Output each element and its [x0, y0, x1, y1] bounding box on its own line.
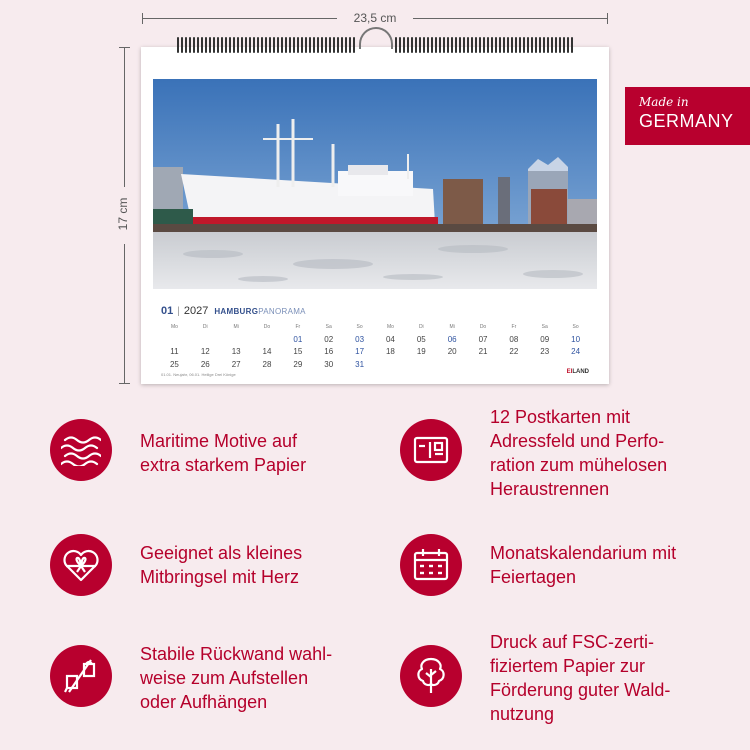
day-cell: 08 — [509, 334, 519, 344]
spiral-loop — [321, 37, 323, 53]
waves-icon — [50, 419, 112, 481]
weekday-label: Mi — [233, 324, 239, 330]
spiral-loop — [293, 37, 295, 53]
spiral-loop — [265, 37, 267, 53]
week-row — [159, 334, 591, 347]
spiral-loop — [443, 37, 445, 53]
spiral-loop — [519, 37, 521, 53]
spiral-loop — [507, 37, 509, 53]
spiral-loop — [559, 37, 561, 53]
spiral-loop — [563, 37, 565, 53]
spiral-loop — [511, 37, 513, 53]
feature-text: Maritime Motive auf extra starkem Papier — [140, 431, 307, 475]
spiral-loop — [407, 37, 409, 53]
day-cell — [159, 334, 190, 347]
heart-gift-icon — [50, 534, 112, 596]
day-cell: 15 — [293, 347, 303, 356]
spiral-loop — [221, 37, 223, 53]
feature-calendarium — [400, 534, 677, 596]
weekday-label: Di — [202, 324, 208, 330]
feature-maritime — [50, 419, 307, 481]
spiral-loop — [201, 37, 203, 53]
spiral-loop — [337, 37, 339, 53]
calendar-brand-light: PANORAMA — [258, 307, 306, 316]
spiral-loop — [245, 37, 247, 53]
spiral-loop — [213, 37, 215, 53]
day-cell: 12 — [200, 347, 210, 356]
day-cell: 10 — [571, 334, 581, 344]
spiral-loop — [479, 37, 481, 53]
badge-big-text: GERMANY — [639, 111, 734, 131]
day-cell: 31 — [355, 359, 365, 369]
spiral-loop — [269, 37, 271, 53]
badge-small-text: Made in — [639, 95, 689, 109]
spiral-loop — [181, 37, 183, 53]
day-cell: 09 — [540, 334, 550, 344]
spiral-loop — [297, 37, 299, 53]
calendar-month: 01 — [161, 305, 174, 317]
spiral-loop — [349, 37, 351, 53]
weekday-label: Do — [263, 324, 271, 330]
spiral-loop — [423, 37, 425, 53]
spiral-loop — [205, 37, 207, 53]
spiral-loop — [197, 37, 199, 53]
width-label: 23,5 cm — [353, 11, 397, 25]
spiral-loop — [341, 37, 343, 53]
day-cell: 18 — [385, 347, 395, 356]
feature-text: Stabile Rückwand wahl- weise zum Aufstellen oder Aufhängen — [140, 644, 333, 712]
feature-backboard — [50, 644, 333, 712]
day-cell: 26 — [200, 359, 210, 369]
spiral-loop — [487, 37, 489, 53]
spiral-loop — [503, 37, 505, 53]
day-cell: 20 — [447, 347, 457, 356]
spiral-loop — [547, 37, 549, 53]
calendar-header — [161, 305, 306, 317]
day-cell: 28 — [262, 359, 272, 369]
spiral-loop — [531, 37, 533, 53]
weekday-label: Mi — [449, 324, 455, 330]
day-cell: 02 — [324, 334, 334, 344]
spiral-loop — [471, 37, 473, 53]
spiral-loop — [277, 37, 279, 53]
spiral-loop — [535, 37, 537, 53]
spiral-loop — [305, 37, 307, 53]
spiral-loop — [431, 37, 433, 53]
day-cell: 17 — [355, 347, 365, 356]
day-cell: 16 — [324, 347, 334, 356]
spiral-loop — [567, 37, 569, 53]
feature-fsc — [400, 632, 671, 724]
day-cell: 21 — [478, 347, 488, 356]
day-cell — [190, 334, 221, 347]
spiral-loop — [435, 37, 437, 53]
spiral-loop — [455, 37, 457, 53]
spiral-loop — [225, 37, 227, 53]
spiral-loop — [193, 37, 195, 53]
logo-part-b: LAND — [572, 369, 589, 375]
spiral-loop — [399, 37, 401, 53]
height-dimension — [112, 47, 132, 384]
spiral-loop — [241, 37, 243, 53]
day-cell — [498, 359, 529, 372]
day-cell: 01 — [293, 334, 303, 344]
weekday-label: Di — [418, 324, 424, 330]
spiral-loop — [217, 37, 219, 53]
spiral-loop — [463, 37, 465, 53]
spiral-loop — [415, 37, 417, 53]
postcard-icon — [400, 419, 462, 481]
spiral-loop — [403, 37, 405, 53]
spiral-loop — [427, 37, 429, 53]
spiral-loop — [523, 37, 525, 53]
spiral-loop — [451, 37, 453, 53]
weekday-label: So — [572, 324, 579, 330]
spiral-loop — [281, 37, 283, 53]
spiral-loop — [515, 37, 517, 53]
spiral-loop — [543, 37, 545, 53]
day-cell: 07 — [478, 334, 488, 344]
stand-hang-icon — [50, 645, 112, 707]
weekday-label: Do — [479, 324, 487, 330]
day-cell: 23 — [540, 347, 550, 356]
calendar-hanger — [359, 27, 393, 49]
hamburg-harbor-photo — [153, 79, 597, 289]
day-cell — [468, 359, 499, 372]
spiral-loop — [419, 37, 421, 53]
day-cell: 13 — [231, 347, 241, 356]
spiral-loop — [483, 37, 485, 53]
spiral-loop — [177, 37, 179, 53]
spiral-loop — [345, 37, 347, 53]
spiral-loop — [325, 37, 327, 53]
weekday-row — [159, 321, 591, 334]
holiday-note: 01.01. Neujahr, 06.01. Heilige Drei Könige — [161, 372, 236, 377]
calendar-grid — [159, 321, 591, 371]
spiral-binding-left — [177, 37, 355, 53]
spiral-loop — [491, 37, 493, 53]
feature-gift — [50, 534, 303, 596]
feature-postcards — [400, 407, 668, 499]
spiral-loop — [313, 37, 315, 53]
weekday-label: Fr — [511, 324, 517, 330]
spiral-loop — [317, 37, 319, 53]
day-cell: 04 — [385, 334, 395, 344]
spiral-loop — [555, 37, 557, 53]
day-cell: 22 — [509, 347, 519, 356]
spiral-loop — [189, 37, 191, 53]
weekday-label: Mo — [170, 324, 178, 330]
spiral-loop — [539, 37, 541, 53]
tree-icon — [400, 645, 462, 707]
spiral-loop — [499, 37, 501, 53]
spiral-loop — [233, 37, 235, 53]
feature-text: 12 Postkarten mit Adressfeld und Perfo- ration zum mühelosen Heraustrennen — [490, 407, 668, 499]
weekday-label: Sa — [541, 324, 548, 330]
spiral-loop — [289, 37, 291, 53]
spiral-loop — [185, 37, 187, 53]
height-label: 17 cm — [116, 197, 130, 231]
calendar-brand-bold: HAMBURG — [214, 307, 259, 316]
spiral-loop — [459, 37, 461, 53]
spiral-loop — [301, 37, 303, 53]
day-cell: 05 — [416, 334, 426, 344]
feature-text: Monatskalendarium mit Feiertagen — [490, 543, 677, 587]
spiral-loop — [253, 37, 255, 53]
publisher-logo — [567, 369, 589, 375]
spiral-loop — [209, 37, 211, 53]
spiral-loop — [467, 37, 469, 53]
day-cell: 11 — [170, 347, 179, 356]
calendar-icon — [400, 534, 462, 596]
spiral-loop — [571, 37, 573, 53]
spiral-loop — [285, 37, 287, 53]
spiral-loop — [495, 37, 497, 53]
week-row — [159, 359, 591, 372]
day-cell: 25 — [169, 359, 179, 369]
spiral-loop — [395, 37, 397, 53]
spiral-loop — [229, 37, 231, 53]
spiral-loop — [447, 37, 449, 53]
day-cell: 14 — [262, 347, 272, 356]
made-in-germany-badge — [625, 87, 750, 145]
day-cell — [221, 334, 252, 347]
weekday-label: So — [356, 324, 363, 330]
spiral-loop — [475, 37, 477, 53]
day-cell — [437, 359, 468, 372]
logo-part-a: EI — [566, 369, 573, 375]
spiral-loop — [551, 37, 553, 53]
feature-text: Geeignet als kleines Mitbringsel mit Herz — [140, 543, 303, 587]
calendar-product — [141, 47, 609, 384]
day-cell: 24 — [571, 347, 581, 356]
weekday-label: Mo — [386, 324, 394, 330]
calendar-separator: | — [177, 306, 180, 317]
day-cell: 30 — [324, 359, 334, 369]
spiral-loop — [439, 37, 441, 53]
day-cell: 19 — [416, 347, 426, 356]
day-cell: 29 — [293, 359, 303, 369]
width-dimension — [142, 11, 608, 25]
spiral-loop — [411, 37, 413, 53]
weekday-label: Sa — [325, 324, 332, 330]
spiral-loop — [527, 37, 529, 53]
day-cell: 27 — [231, 359, 241, 369]
spiral-loop — [237, 37, 239, 53]
day-cell: 06 — [447, 334, 457, 344]
day-cell — [529, 359, 560, 372]
spiral-loop — [353, 37, 355, 53]
day-cell — [375, 359, 406, 372]
spiral-loop — [273, 37, 275, 53]
day-cell — [252, 334, 283, 347]
week-row — [159, 346, 591, 359]
day-cell: 03 — [355, 334, 365, 344]
spiral-loop — [261, 37, 263, 53]
weekday-label: Fr — [295, 324, 301, 330]
feature-text: Druck auf FSC-zerti- fiziertem Papier zur Förderung guter Wald- nutzung — [490, 632, 671, 724]
spiral-binding-right — [395, 37, 573, 53]
spiral-loop — [333, 37, 335, 53]
spiral-loop — [257, 37, 259, 53]
spiral-loop — [329, 37, 331, 53]
spiral-loop — [249, 37, 251, 53]
day-cell — [406, 359, 437, 372]
spiral-loop — [309, 37, 311, 53]
calendar-year: 2027 — [183, 305, 209, 317]
